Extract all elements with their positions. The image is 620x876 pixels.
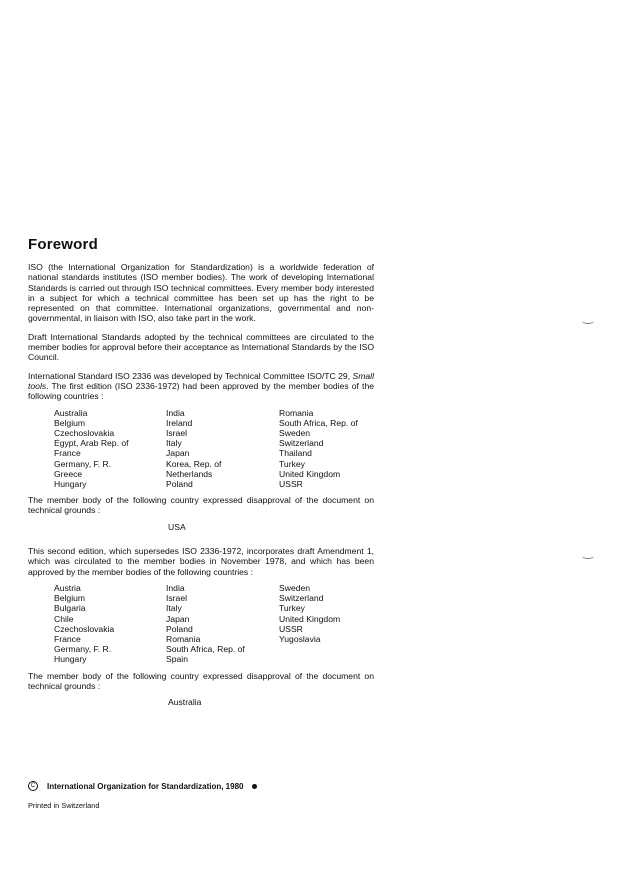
country-item: France [54,448,81,459]
country-item: Sweden [279,427,311,438]
country-item: Switzerland [279,593,324,604]
country-item: Chile [54,613,74,624]
margin-mark-icon [582,553,594,559]
paragraph-iso-intro: ISO (the International Organization for Standardization) is a worldwide federation of national standards institutes (ISO member bodies). The work of developing International Standards is carried out through ISO technical committees. Every member body interested in a subject for which a technical committee has been set up has the right to be represented on that committee. International organizations, governmental and non-governmental, in liaison with ISO, also take part in the work. [28,262,374,324]
country-item: Belgium [54,417,86,428]
country-item: Hungary [54,478,87,489]
printed-in-note: Printed in Switzerland [28,801,100,810]
country-item: Belgium [54,593,86,604]
copyright-line [28,781,257,791]
country-item: USSR [279,478,303,489]
country-item: Australia [54,407,88,418]
country-item: Yugoslavia [279,633,321,644]
country-item: Israel [166,593,188,604]
bullet-icon [252,784,257,789]
paragraph-draft-standards: Draft International Standards adopted by the technical committees are circulated to the member bodies for approval before their acceptance as International Standards by the ISO Council. [28,331,374,363]
paragraph-disapproval-2: The member body of the following country expressed disapproval of the document on technical grounds : [28,670,374,691]
country-item: Greece [54,468,83,479]
country-item: Poland [166,478,193,489]
disapproving-country-1: USA [168,521,186,532]
country-item: USSR [279,623,303,634]
committee-name: Small tools [28,370,374,391]
country-item: Korea, Rep. of [166,458,222,469]
paragraph-second-edition: This second edition, which supersedes ISO 2336-1972, incorporates draft Amendment 1, which was circulated to the member bodies in November 1978, and which has been approved by the member bodies of the following countries : [28,546,374,577]
country-item: France [54,633,81,644]
country-item: South Africa, Rep. of [166,644,245,655]
country-item: United Kingdom [279,468,341,479]
country-item: Germany, F. R. [54,458,112,469]
country-item: Netherlands [166,468,213,479]
country-item: Japan [166,448,190,459]
country-item: Germany, F. R. [54,644,112,655]
country-item: Romania [279,407,314,418]
country-item: Italy [166,438,182,449]
country-item: South Africa, Rep. of [279,417,358,428]
country-item: Czechoslovakia [54,427,115,438]
country-item: Czechoslovakia [54,623,115,634]
country-item: Turkey [279,603,305,614]
second-edition-country-list [54,583,374,665]
foreword-body [28,262,374,707]
country-item: Poland [166,623,193,634]
copyright-text: International Organization for Standardization, 1980 [47,781,244,791]
country-item: India [166,582,185,593]
country-column [54,583,166,665]
paragraph-first-edition [28,371,374,402]
country-item: Ireland [166,417,193,428]
margin-mark-icon [582,318,594,324]
country-item: Italy [166,603,182,614]
country-item: Egypt, Arab Rep. of [54,438,129,449]
country-column [166,583,279,665]
country-column [166,408,279,490]
country-item: Bulgaria [54,603,86,614]
country-column [279,583,400,665]
country-item: Thailand [279,448,312,459]
disapproving-country-2: Australia [168,697,202,708]
country-item: Austria [54,582,81,593]
country-item: India [166,407,185,418]
country-item: Spain [166,654,188,665]
country-item: Hungary [54,654,87,665]
country-column [54,408,166,490]
country-item: Romania [166,633,201,644]
first-edition-text-b: . The first edition (ISO 2336-1972) had been approved by the member bodies of the following countries : [28,380,374,402]
paragraph-disapproval-1: The member body of the following country expressed disapproval of the document on technical grounds : [28,495,374,516]
country-column [279,408,400,490]
country-item: Turkey [279,458,305,469]
country-item: Israel [166,427,188,438]
first-edition-country-list [54,408,374,490]
country-item: Japan [166,613,190,624]
copyright-icon: C [28,781,38,791]
country-item: United Kingdom [279,613,341,624]
country-item: Sweden [279,582,311,593]
country-item: Switzerland [279,438,324,449]
page-title: Foreword [28,236,98,253]
first-edition-text-a: International Standard ISO 2336 was developed by Technical Committee ISO/TC 29, [28,370,351,381]
